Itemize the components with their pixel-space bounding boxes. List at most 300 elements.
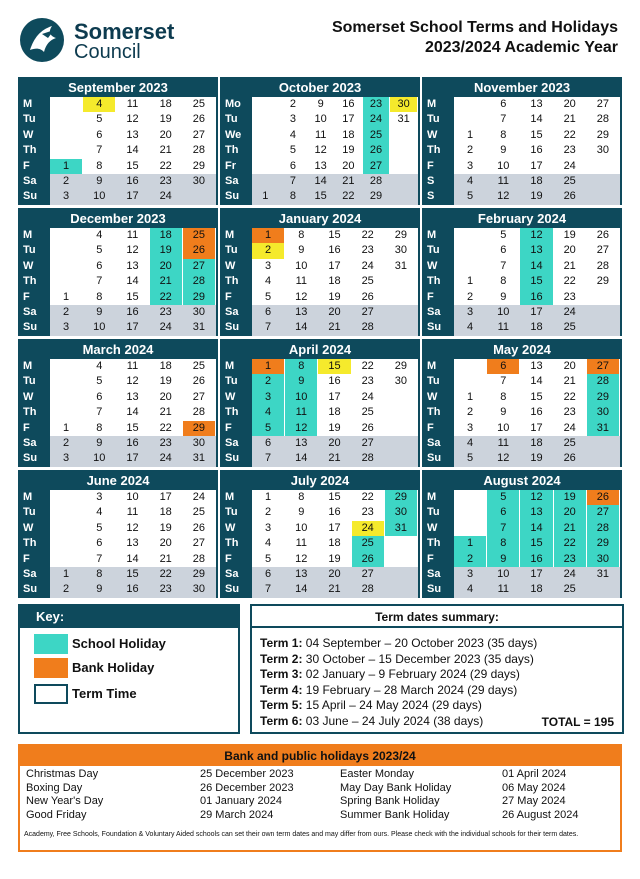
day-cell: 6 (265, 568, 272, 580)
day-cell: 27 (192, 537, 206, 550)
weekday-label: F (424, 290, 454, 305)
weekday-row (20, 405, 216, 420)
day-cell (252, 97, 279, 112)
day-cell (385, 405, 417, 420)
weekday-label: Tu (424, 505, 454, 520)
term-time-swatch (34, 684, 68, 704)
day-cell: 13 (295, 306, 308, 318)
day-cell: 30 (394, 244, 408, 257)
weekday-label: M (20, 490, 50, 505)
day-cell: 1 (454, 536, 486, 551)
weekday-row (20, 451, 216, 466)
day-cell: 14 (530, 113, 543, 126)
day-cell (385, 582, 417, 597)
day-cell: 18 (159, 360, 172, 372)
weekday-label: Su (20, 320, 50, 335)
weekday-row (424, 421, 620, 436)
key-item-term-time (34, 684, 234, 706)
day-cell: 4 (467, 321, 474, 334)
day-cell (385, 274, 417, 289)
day-cell: 26 (563, 452, 576, 465)
weekday-label: Su (424, 582, 454, 597)
term-line (260, 698, 482, 712)
day-cell: 18 (328, 275, 341, 288)
day-cell: 26 (596, 229, 610, 241)
weekday-label: F (20, 290, 50, 305)
weekday-row (20, 143, 216, 158)
day-cell (50, 112, 82, 127)
weekday-row (424, 320, 620, 335)
day-cell: 25 (563, 175, 576, 187)
day-cell (587, 320, 619, 335)
weekday-row (222, 159, 418, 174)
month-title: August 2024 (424, 472, 620, 490)
day-cell: 16 (126, 306, 139, 318)
day-cell: 17 (530, 306, 543, 318)
day-cell: 28 (596, 259, 610, 272)
day-cell: 10 (295, 521, 308, 534)
day-cell: 23 (563, 406, 576, 419)
day-cell: 11 (295, 275, 307, 288)
day-cell (587, 451, 619, 466)
holiday-name: Boxing Day (26, 781, 83, 794)
day-cell: 20 (563, 360, 576, 372)
month-title: September 2023 (20, 79, 216, 97)
day-cell (385, 390, 417, 405)
day-cell: 23 (159, 583, 172, 596)
weekday-label: Sa (424, 305, 454, 320)
day-cell: 5 (289, 144, 297, 157)
day-cell (50, 97, 82, 112)
day-cell: 1 (265, 491, 272, 503)
day-cell: 7 (96, 406, 103, 419)
month-title: July 2024 (222, 472, 418, 490)
month-title: June 2024 (20, 472, 216, 490)
day-cell: 3 (63, 190, 70, 203)
day-cell: 25 (563, 583, 576, 596)
month-title: January 2024 (222, 210, 418, 228)
key-title: Key: (20, 606, 238, 628)
weekday-label: Th (424, 536, 454, 551)
day-cell (390, 189, 417, 204)
day-cell: 4 (96, 506, 103, 519)
day-cell: 2 (467, 144, 474, 157)
day-cell: 6 (500, 244, 507, 257)
day-cell: 11 (126, 360, 139, 372)
day-cell: 10 (314, 113, 327, 126)
day-cell: 27 (361, 437, 374, 449)
day-cell (385, 320, 417, 335)
weekday-label: Tu (222, 243, 252, 258)
day-cell: 24 (159, 321, 172, 334)
holiday-name: Spring Bank Holiday (340, 795, 440, 808)
day-cell: 12 (295, 290, 308, 303)
day-cell: 27 (363, 159, 390, 174)
day-cell: 1 (467, 275, 474, 288)
day-cell: 16 (126, 175, 139, 187)
day-cell: 6 (487, 359, 519, 374)
day-cell: 1 (252, 228, 284, 243)
weekday-label: Tu (222, 112, 252, 127)
holiday-date: 29 March 2024 (200, 808, 274, 821)
day-cell: 11 (497, 437, 509, 449)
day-cell: 15 (318, 359, 350, 374)
weekday-row (20, 274, 216, 289)
weekday-row (424, 405, 620, 420)
day-cell: 13 (126, 259, 139, 272)
month-calendar (422, 470, 622, 598)
weekday-label: Tu (222, 505, 252, 520)
day-cell: 16 (530, 406, 543, 419)
day-cell: 12 (126, 375, 139, 388)
day-cell: 30 (192, 437, 206, 449)
day-cell: 9 (487, 552, 519, 567)
day-cell: 5 (96, 113, 103, 126)
day-cell: 16 (126, 583, 139, 596)
day-cell: 15 (126, 290, 139, 303)
day-cell: 29 (596, 275, 610, 288)
weekday-row (222, 582, 418, 597)
day-cell: 15 (314, 190, 327, 203)
day-cell: 2 (252, 374, 284, 389)
day-cell (50, 490, 82, 505)
weekday-row (20, 290, 216, 305)
day-cell: 28 (192, 144, 206, 157)
weekday-row (424, 159, 620, 174)
day-cell (454, 97, 486, 112)
day-cell (385, 290, 417, 305)
weekday-row (424, 259, 620, 274)
day-cell: 23 (563, 144, 576, 157)
day-cell: 27 (587, 359, 619, 374)
day-cell: 26 (563, 190, 576, 203)
day-cell: 16 (520, 290, 552, 305)
day-cell: 4 (467, 437, 474, 449)
month-calendar (422, 77, 622, 205)
day-cell: 1 (63, 421, 70, 434)
day-cell: 17 (328, 259, 341, 272)
total-days: TOTAL = 195 (541, 715, 614, 729)
weekday-label: Su (222, 189, 252, 204)
weekday-label: Su (424, 451, 454, 466)
holiday-name: Easter Monday (340, 768, 414, 780)
weekday-row (20, 259, 216, 274)
day-cell: 21 (328, 321, 341, 334)
day-cell: 22 (361, 360, 374, 372)
day-cell: 2 (63, 175, 70, 187)
day-cell: 31 (385, 521, 417, 536)
weekday-row (222, 405, 418, 420)
weekday-label: Th (222, 143, 252, 158)
day-cell: 11 (126, 229, 139, 241)
day-cell: 9 (96, 175, 103, 187)
weekday-label: F (424, 421, 454, 436)
day-cell: 27 (183, 259, 215, 274)
weekday-row (222, 143, 418, 158)
day-cell: 13 (295, 568, 308, 580)
weekday-label: Su (20, 189, 50, 204)
day-cell: 22 (342, 190, 355, 203)
day-cell: 6 (265, 306, 272, 318)
weekday-row (424, 451, 620, 466)
weekday-row (424, 243, 620, 258)
day-cell: 22 (159, 159, 172, 172)
weekday-row (424, 305, 620, 320)
day-cell (587, 305, 619, 320)
weekday-label: Sa (20, 305, 50, 320)
month-title: November 2023 (424, 79, 620, 97)
weekday-row (222, 97, 418, 112)
weekday-label: Su (424, 320, 454, 335)
weekday-row (424, 521, 620, 536)
day-cell: 8 (96, 159, 103, 172)
day-cell: 18 (530, 321, 543, 334)
weekday-row (20, 436, 216, 451)
weekday-label: Th (20, 405, 50, 420)
day-cell: 27 (361, 568, 374, 580)
day-cell: 7 (265, 321, 272, 334)
term-label: Term 6: (260, 714, 306, 728)
weekday-label: Tu (20, 374, 50, 389)
month-calendar (220, 208, 420, 336)
day-cell: 5 (96, 375, 103, 388)
day-cell: 25 (361, 275, 374, 288)
weekday-label: Th (222, 274, 252, 289)
weekday-label: W (222, 521, 252, 536)
weekday-label: Fr (222, 159, 252, 174)
day-cell: 7 (96, 552, 103, 565)
day-cell: 21 (563, 113, 576, 126)
day-cell: 10 (93, 321, 106, 334)
weekday-row (424, 112, 620, 127)
day-cell: 4 (467, 583, 474, 596)
day-cell: 1 (262, 190, 269, 203)
weekday-row (424, 552, 620, 567)
day-cell (587, 159, 619, 174)
day-cell: 31 (587, 421, 619, 436)
day-cell: 8 (298, 491, 305, 503)
day-cell: 29 (192, 159, 206, 172)
day-cell (587, 582, 619, 597)
day-cell: 1 (467, 390, 474, 403)
day-cell: 3 (265, 521, 272, 534)
day-cell: 30 (596, 144, 610, 157)
day-cell (390, 159, 417, 174)
day-cell: 22 (159, 568, 172, 580)
key-item-school-holiday (34, 634, 234, 656)
day-cell: 9 (96, 437, 103, 449)
weekday-label: M (222, 490, 252, 505)
day-cell: 12 (126, 113, 139, 126)
day-cell: 5 (265, 552, 272, 565)
weekday-label: Th (222, 405, 252, 420)
day-cell: 2 (63, 583, 70, 596)
day-cell (454, 505, 486, 520)
day-cell (390, 128, 417, 143)
day-cell: 17 (159, 491, 172, 503)
day-cell (454, 490, 486, 505)
weekday-row (20, 421, 216, 436)
day-cell: 9 (500, 290, 507, 303)
weekday-label: W (424, 521, 454, 536)
day-cell (454, 112, 486, 127)
day-cell (50, 359, 82, 374)
day-cell: 21 (328, 452, 341, 465)
holiday-date: 26 December 2023 (200, 781, 294, 794)
day-cell: 24 (563, 159, 576, 172)
day-cell: 27 (596, 244, 610, 257)
holiday-name: Christmas Day (26, 768, 99, 780)
day-cell: 18 (159, 506, 172, 519)
bank-holidays-title: Bank and public holidays 2023/24 (20, 746, 620, 766)
day-cell: 29 (587, 536, 619, 551)
day-cell: 2 (63, 437, 70, 449)
holiday-name: Good Friday (26, 808, 87, 821)
day-cell: 21 (563, 259, 576, 272)
day-cell: 8 (289, 190, 297, 203)
day-cell: 30 (192, 306, 206, 318)
weekday-row (222, 390, 418, 405)
day-cell: 13 (520, 505, 552, 520)
day-cell: 19 (150, 243, 182, 258)
day-cell: 29 (369, 190, 383, 203)
weekday-label: We (222, 128, 252, 143)
weekday-row (222, 243, 418, 258)
day-cell: 21 (328, 583, 341, 596)
weekday-row (20, 390, 216, 405)
day-cell: 19 (554, 490, 586, 505)
day-cell: 12 (520, 490, 552, 505)
day-cell: 12 (497, 190, 510, 203)
day-cell (385, 451, 417, 466)
day-cell (50, 505, 82, 520)
day-cell: 29 (394, 360, 408, 372)
term-label: Term 3: (260, 667, 306, 682)
term-dates: 30 October – 15 December 2023 (35 days) (305, 651, 534, 666)
day-cell: 9 (96, 583, 103, 596)
day-cell: 28 (587, 521, 619, 536)
day-cell: 17 (530, 159, 543, 172)
weekday-label: W (20, 259, 50, 274)
day-cell: 13 (314, 159, 327, 172)
day-cell: 26 (192, 521, 206, 534)
weekday-label: Sa (222, 436, 252, 451)
day-cell: 9 (285, 374, 317, 389)
day-cell: 15 (126, 159, 139, 172)
day-cell: 21 (159, 406, 172, 419)
weekday-label: S (424, 189, 454, 204)
weekday-row (20, 174, 216, 189)
day-cell: 28 (361, 452, 374, 465)
day-cell: 30 (390, 97, 417, 112)
term-dates: 15 April – 24 May 2024 (29 days) (305, 698, 482, 713)
day-cell: 18 (530, 437, 543, 449)
day-cell: 8 (500, 390, 507, 403)
day-cell: 18 (150, 228, 182, 243)
day-cell: 22 (150, 290, 182, 305)
weekday-row (20, 567, 216, 582)
day-cell: 25 (192, 360, 206, 372)
day-cell: 12 (126, 521, 139, 534)
day-cell: 7 (96, 144, 103, 157)
day-cell: 17 (342, 113, 355, 126)
day-cell: 15 (126, 568, 139, 580)
month-calendar (18, 208, 218, 336)
weekday-row (222, 552, 418, 567)
day-cell: 19 (328, 290, 341, 303)
day-cell: 3 (252, 390, 284, 405)
day-cell: 14 (295, 452, 308, 465)
day-cell: 23 (361, 244, 374, 257)
day-cell: 25 (352, 536, 384, 551)
weekday-label: Mo (222, 97, 252, 112)
day-cell: 24 (159, 452, 172, 465)
day-cell: 7 (500, 259, 507, 272)
weekday-label: Sa (20, 567, 50, 582)
month-calendar (220, 339, 420, 467)
month-calendar (220, 470, 420, 598)
day-cell: 14 (314, 175, 327, 187)
day-cell: 5 (467, 190, 474, 203)
day-cell: 13 (520, 243, 552, 258)
weekday-label: M (20, 228, 50, 243)
day-cell: 14 (530, 375, 543, 388)
day-cell: 11 (497, 583, 509, 596)
day-cell: 10 (126, 491, 139, 503)
day-cell: 12 (497, 452, 510, 465)
day-cell (587, 436, 619, 451)
day-cell: 10 (93, 452, 106, 465)
day-cell: 26 (361, 421, 374, 434)
somerset-council-logo (20, 16, 200, 66)
day-cell: 25 (361, 406, 374, 419)
day-cell: 10 (497, 159, 510, 172)
day-cell: 18 (159, 98, 172, 110)
weekday-row (424, 390, 620, 405)
weekday-row (222, 536, 418, 551)
title-line1: Somerset School Terms and Holidays (331, 19, 618, 36)
weekday-label: F (424, 552, 454, 567)
weekday-label: Su (222, 451, 252, 466)
day-cell: 10 (497, 421, 510, 434)
day-cell: 5 (487, 490, 519, 505)
day-cell: 19 (328, 552, 341, 565)
weekday-row (424, 174, 620, 189)
day-cell: 1 (63, 290, 70, 303)
bank-holidays-box (18, 744, 622, 852)
day-cell: 14 (295, 583, 308, 596)
weekday-row (424, 228, 620, 243)
day-cell: 9 (500, 144, 507, 157)
day-cell: 22 (563, 275, 576, 288)
day-cell: 29 (596, 128, 610, 141)
day-cell: 9 (298, 244, 305, 257)
term-dates: 19 February – 28 March 2024 (29 days) (305, 682, 518, 697)
day-cell: 3 (467, 159, 474, 172)
day-cell: 5 (96, 244, 103, 257)
day-cell: 29 (385, 490, 417, 505)
term-dates: 03 June – 24 July 2024 (38 days) (305, 714, 484, 728)
title-line2: 2023/2024 Academic Year (424, 39, 618, 56)
day-cell: 3 (467, 306, 474, 318)
day-cell: 6 (96, 128, 103, 141)
month-calendar (18, 470, 218, 598)
day-cell: 30 (394, 375, 408, 388)
day-cell: 28 (361, 583, 374, 596)
weekday-label: M (20, 359, 50, 374)
holiday-name: New Year's Day (26, 795, 104, 808)
day-cell (183, 189, 215, 204)
